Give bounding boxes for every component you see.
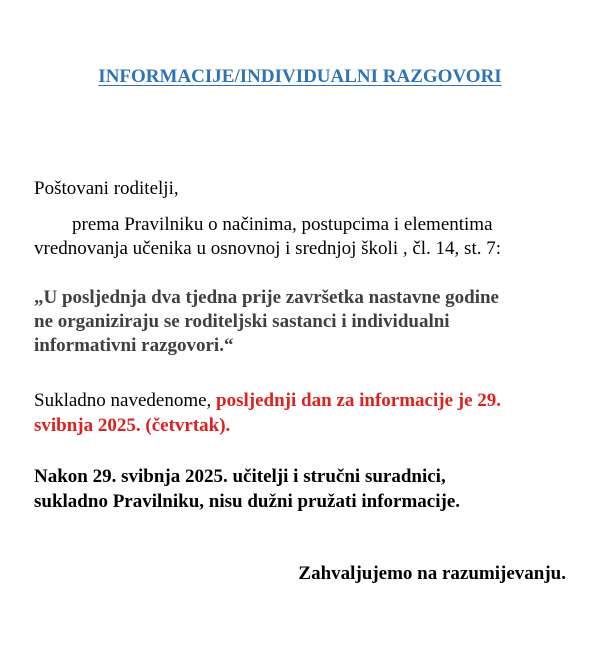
closing-thanks: Zahvaljujemo na razumijevanju. bbox=[298, 563, 566, 584]
intro-line-2: vrednovanja učenika u osnovnoj i srednjoj školi , čl. 14, st. 7: bbox=[34, 238, 502, 259]
regulation-quote bbox=[34, 286, 574, 358]
teachers-notice-line-2: sukladno Pravilniku, nisu dužni pružati informacije. bbox=[34, 491, 460, 512]
deadline-notice bbox=[34, 388, 574, 438]
notice-line-1 bbox=[34, 388, 574, 413]
deadline-highlight-2: svibnja 2025. (četvrtak). bbox=[34, 415, 231, 436]
intro-paragraph bbox=[34, 213, 574, 261]
quote-line-1: „U posljednja dva tjedna prije završetka nastavne godine bbox=[34, 287, 499, 308]
deadline-highlight-1: posljednji dan za informacije je 29. bbox=[216, 390, 502, 411]
greeting: Poštovani roditelji, bbox=[34, 178, 179, 199]
quote-line-2: ne organiziraju se roditeljski sastanci i individualni bbox=[34, 311, 450, 332]
teachers-notice-line-1: Nakon 29. svibnja 2025. učitelji i stručni suradnici, bbox=[34, 466, 446, 487]
page-title: INFORMACIJE/INDIVIDUALNI RAZGOVORI bbox=[98, 66, 502, 87]
teachers-notice bbox=[34, 464, 574, 514]
quote-line-3: informativni razgovori.“ bbox=[34, 335, 234, 356]
intro-line-1: prema Pravilniku o načinima, postupcima i elementima bbox=[72, 214, 493, 235]
notice-prefix: Sukladno navedenome, bbox=[34, 390, 217, 411]
